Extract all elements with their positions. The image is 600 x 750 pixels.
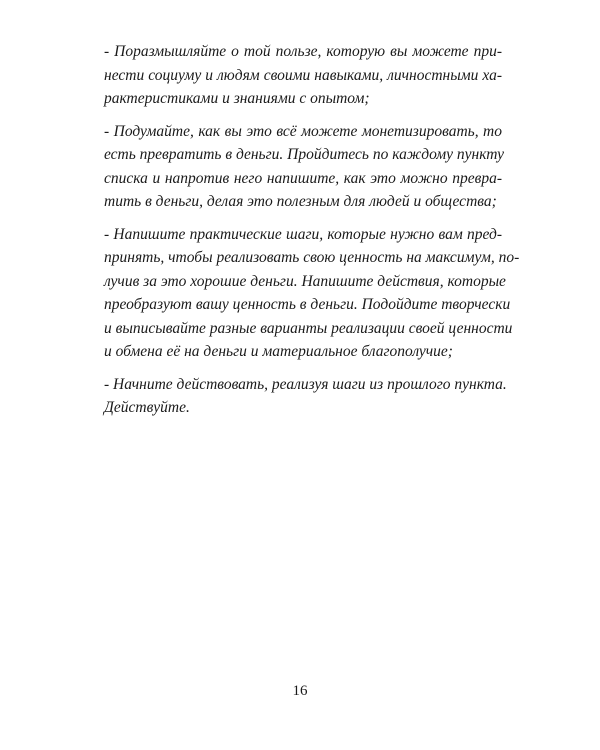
- text-line: есть превратить в деньги. Пройдитесь по каждому пункту: [104, 146, 504, 163]
- page-number: 16: [292, 683, 308, 699]
- text-line: - Начните действовать, реализуя шаги из прошлого пункта.: [104, 375, 507, 393]
- text-line: и обмена её на деньги и материальное благополучие;: [104, 343, 453, 360]
- paragraph-act: [104, 373, 507, 420]
- paragraph-reflect-benefit: [104, 40, 502, 111]
- text-line: - Подумайте, как вы это всё можете монетизировать, то: [104, 122, 502, 140]
- paragraph-monetize: [104, 120, 502, 214]
- text-line: тить в деньги, делая это полезным для людей и общества;: [104, 193, 497, 210]
- text-line: - Поразмышляйте о той пользе, которую вы можете при-: [104, 43, 502, 60]
- paragraph-practical-steps: [104, 223, 520, 364]
- text-line: нести социуму и людям своими навыками, личностными ха-: [104, 66, 502, 84]
- text-line: - Напишите практические шаги, которые нужно вам пред-: [104, 225, 502, 243]
- text-line: рактеристиками и знаниями с опытом;: [104, 90, 370, 107]
- text-line: Действуйте.: [104, 399, 190, 416]
- text-line: лучив за это хорошие деньги. Напишите действия, которые: [104, 272, 506, 290]
- text-line: принять, чтобы реализовать свою ценность на максимум, по-: [104, 249, 520, 266]
- body-text: [104, 40, 520, 429]
- text-line: преобразуют вашу ценность в деньги. Подойдите творчески: [104, 296, 511, 313]
- text-line: и выписывайте разные варианты реализации своей ценности: [104, 319, 513, 337]
- text-line: списка и напротив него напишите, как это можно превра-: [104, 169, 502, 187]
